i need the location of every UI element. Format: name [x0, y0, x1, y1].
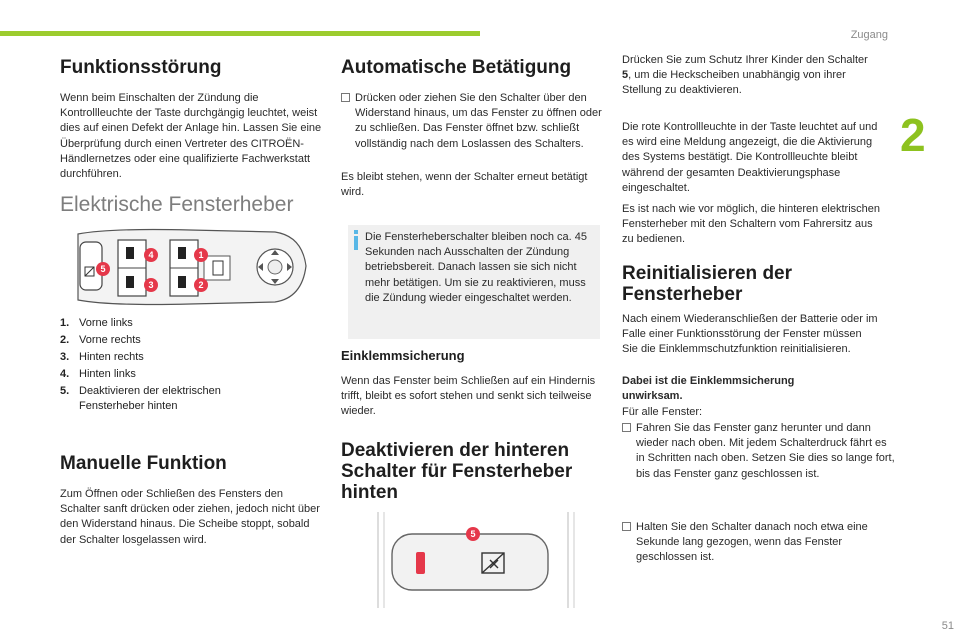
- info-icon: [352, 230, 360, 250]
- driver-control-text: Es ist nach wie vor möglich, die hinteren elektrischen Fensterheber mit den Schaltern vom Fahrersitz aus zu bedienen.: [622, 203, 881, 246]
- diagram-badge-1: 1: [194, 248, 208, 262]
- list-item: 4. Hinten links: [60, 368, 136, 380]
- chapter-number: 2: [900, 109, 926, 161]
- bullet-checkbox-icon: [622, 522, 631, 531]
- list-item: 2. Vorne rechts: [60, 334, 141, 346]
- automatic-stop-text: Es bleibt stehen, wenn der Schalter erneut betätigt wird.: [341, 171, 588, 199]
- anti-pinch-text: Wenn das Fenster beim Schließen auf ein Hindernis trifft, bleibt es sofort stehen und senkt sich teilweise wieder.: [341, 375, 596, 418]
- diagram-badge-3: 3: [144, 278, 158, 292]
- heading-automatic-operation: Automatische Betätigung: [341, 57, 572, 78]
- heading-electric-windows: Elektrische Fensterheber: [60, 193, 294, 216]
- deactivation-text: Drücken Sie zum Schutz Ihrer Kinder den Schalter 5, um die Heckscheiben unabhängig von ihrer Stellung zu deaktivieren.: [622, 54, 868, 97]
- list-item: 5. Deaktivieren der elektrischen Fensterheber hinten: [60, 385, 221, 413]
- heading-manual-function: Manuelle Funktion: [60, 453, 227, 474]
- list-item: 3. Hinten rechts: [60, 351, 144, 363]
- heading-reinitialise: Reinitialisieren der Fensterheber: [622, 263, 793, 305]
- page-number: 51: [941, 620, 954, 632]
- list-item: 1. Vorne links: [60, 317, 133, 329]
- rear-lock-switch-diagram: [372, 512, 594, 608]
- automatic-bullet: Drücken oder ziehen Sie den Schalter über den Widerstand hinaus, um das Fenster zu öffnen oder zu schließen. Das Fenster öffnet bzw. schließt vollständig nach dem Loslassen des Schalters.: [341, 91, 612, 152]
- bullet-checkbox-icon: [622, 423, 631, 432]
- manual-function-text: Zum Öffnen oder Schließen des Fensters den Schalter sanft drücken oder ziehen, jedoch nicht über den Widerstand hinaus. Die Scheibe stoppt, sobald der Schalter losgelassen wird.: [60, 488, 320, 546]
- heading-malfunction: Funktionsstörung: [60, 57, 222, 78]
- reinitialise-text: Nach einem Wiederanschließen der Batterie oder im Falle einer Funktionsstörung der Fenster müssen Sie die Einklemmschutzfunktion reinitialisieren.: [622, 313, 878, 356]
- diagram-badge-2: 2: [194, 278, 208, 292]
- warning-lamp-text: Die rote Kontrollleuchte in der Taste leuchtet auf und es wird eine Meldung angezeigt, die die Aktivierung des Systems bestätigt. Die Kontrollleuchte bleibt während der gesamten Deaktivierungsphase eingeschaltet.: [622, 121, 878, 194]
- reinitialise-bullet-1: Fahren Sie das Fenster ganz herunter und dann wieder nach oben. Mit jedem Schalterdruck fährt es in Schritten nach oben. Setzen Sie dies so lange fort, bis das Fenster ganz geschlossen ist.: [622, 421, 898, 482]
- malfunction-text: Wenn beim Einschalten der Zündung die Kontrollleuchte der Taste durchgängig leuchtet, weist dies auf einen Defekt der Anlage hin. Lassen Sie eine Überprüfung durch einen Vertreter des CITROËN-Händlernetzes oder eine qualifizierte Fachwerkstatt durchführen.: [60, 92, 322, 181]
- switch-legend-list: [60, 315, 322, 414]
- info-text: Die Fensterheberschalter bleiben noch ca. 45 Sekunden nach Ausschalten der Zündung betriebsbereit. Danach lassen sie sich nicht mehr betätigen. Um sie zu reaktivieren, muss die Zündung wieder eingeschaltet werden.: [365, 231, 587, 304]
- diagram-badge-5: 5: [96, 262, 110, 276]
- heading-deactivate-rear: Deaktivieren der hinteren Schalter für Fensterheber hinten: [341, 440, 573, 503]
- section-title: Zugang: [850, 29, 888, 41]
- all-windows-label: Für alle Fenster:: [622, 406, 703, 418]
- reinitialise-bullet-2: Halten Sie den Schalter danach noch etwa eine Sekunde lang gezogen, wenn das Fenster geschlossen ist.: [622, 520, 898, 566]
- diagram-badge-4: 4: [144, 248, 158, 262]
- heading-anti-pinch: Einklemmsicherung: [341, 348, 465, 363]
- diagram-badge-5b: 5: [466, 527, 480, 541]
- red-warning-lamp: [416, 552, 425, 574]
- bullet-checkbox-icon: [341, 93, 350, 102]
- header-accent-bar: [0, 31, 480, 36]
- reinitialise-warning: Dabei ist die Einklemmsicherung unwirksam.: [622, 375, 795, 403]
